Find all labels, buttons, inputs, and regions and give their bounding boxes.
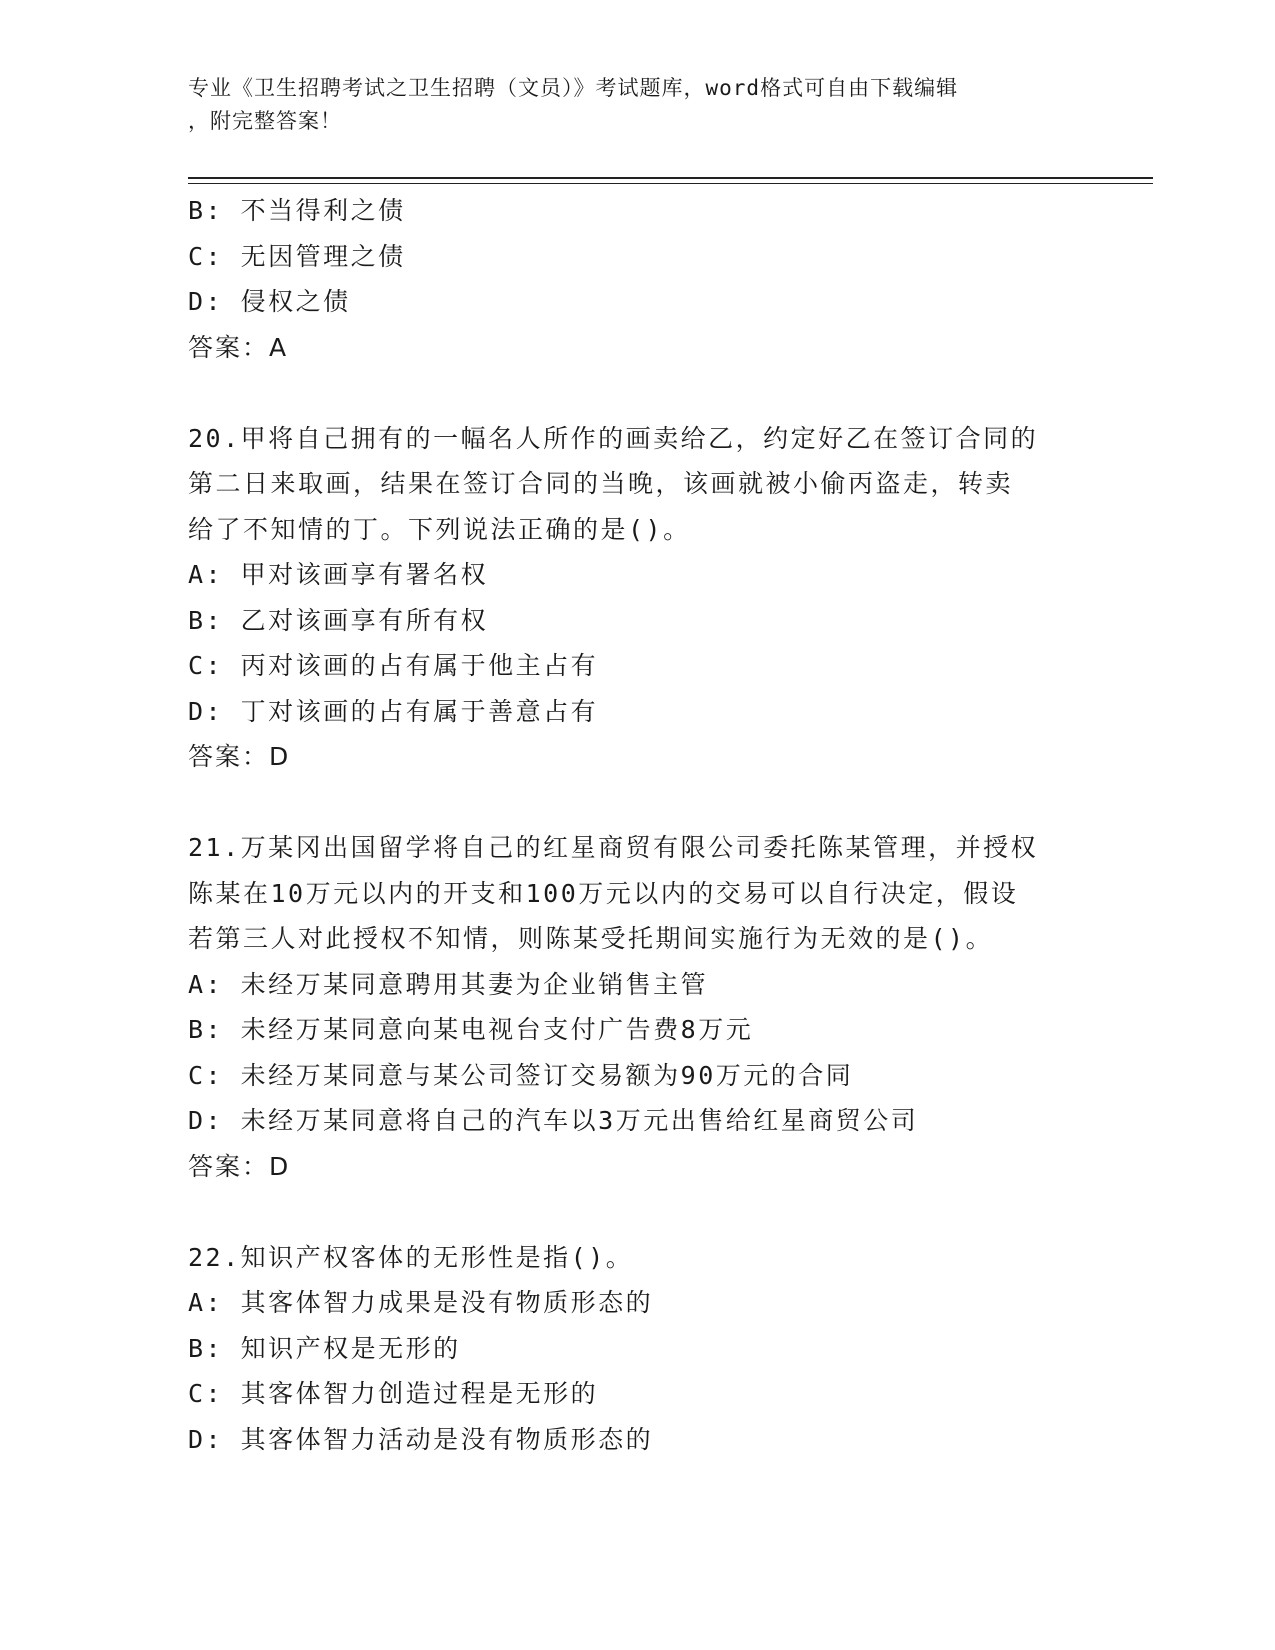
question-stem-line: 20.甲将自己拥有的一幅名人所作的画卖给乙，约定好乙在签订合同的	[188, 423, 1039, 453]
question-20	[188, 416, 1088, 780]
question-stem-line: 22.知识产权客体的无形性是指()。	[188, 1242, 634, 1272]
spacer	[188, 780, 1088, 826]
option-a: A: 其客体智力成果是没有物质形态的	[188, 1288, 654, 1317]
question-list	[188, 188, 1088, 1462]
option-c: C: 未经万某同意与某公司签订交易额为90万元的合同	[188, 1060, 854, 1090]
question-21	[188, 825, 1088, 1189]
question-stem-line: 给了不知情的丁。下列说法正确的是()。	[188, 514, 691, 544]
option-c: C: 其客体智力创造过程是无形的	[188, 1379, 599, 1408]
option-b: B: 未经万某同意向某电视台支付广告费8万元	[188, 1015, 754, 1044]
answer-line: 答案：D	[188, 742, 291, 771]
question-stem-line: 第二日来取画，结果在签订合同的当晚，该画就被小偷丙盗走，转卖	[188, 469, 1014, 498]
option-a: A: 甲对该画享有署名权	[188, 560, 489, 589]
option-d: D: 未经万某同意将自己的汽车以3万元出售给红星商贸公司	[188, 1106, 919, 1135]
spacer	[188, 370, 1088, 416]
header-divider-thin	[188, 183, 1153, 184]
header-divider-thick	[188, 177, 1153, 179]
document-header	[188, 72, 1068, 138]
question-stem-line: 21.万某冈出国留学将自己的红星商贸有限公司委托陈某管理，并授权	[188, 833, 1039, 862]
option-d: D: 其客体智力活动是没有物质形态的	[188, 1424, 654, 1454]
question-22	[188, 1235, 1088, 1463]
option-b: B: 知识产权是无形的	[188, 1333, 461, 1363]
question-stem-line: 若第三人对此授权不知情，则陈某受托期间实施行为无效的是()。	[188, 924, 994, 953]
option-a: A: 未经万某同意聘用其妻为企业销售主管	[188, 969, 709, 999]
option-b: B: 乙对该画享有所有权	[188, 605, 489, 635]
option-c: C: 丙对该画的占有属于他主占有	[188, 651, 599, 680]
option-c: C: 无因管理之债	[188, 241, 406, 271]
header-line-2: ，附完整答案！	[188, 109, 342, 133]
header-line-1: 专业《卫生招聘考试之卫生招聘（文员）》考试题库，word格式可自由下载编辑	[188, 76, 959, 100]
option-d: D: 侵权之债	[188, 287, 351, 316]
answer-line: 答案：D	[188, 1151, 291, 1181]
spacer	[188, 1189, 1088, 1235]
question-19-continued	[188, 188, 1088, 370]
question-stem-line: 陈某在10万元以内的开支和100万元以内的交易可以自行决定，假设	[188, 878, 1019, 908]
option-d: D: 丁对该画的占有属于善意占有	[188, 696, 599, 726]
option-b: B: 不当得利之债	[188, 196, 406, 225]
answer-line: 答案：A	[188, 332, 289, 362]
